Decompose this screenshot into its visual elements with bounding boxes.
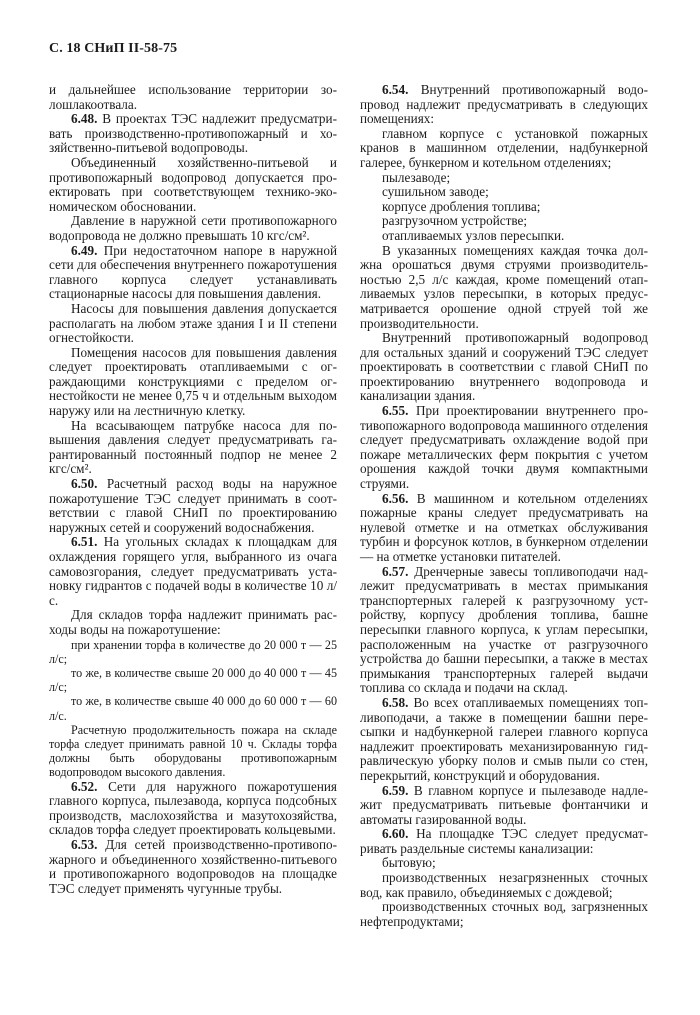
- paragraph-text: Для складов торфа надлежит принимать расходы воды на пожаротушение:: [49, 607, 337, 637]
- paragraph-text: Для сетей производственно-противопожарного и объединенного хозяйственно-питьевого и противопожарного водопроводов на площадке ТЭС следует применять чугунные трубы.: [49, 836, 338, 896]
- clause-number: 6.49.: [71, 242, 98, 258]
- text-paragraph: [49, 608, 337, 637]
- paragraph-text: Насосы для повышения давления допускается располагать на любом этаже здания I и II степени огнестойкости.: [49, 300, 337, 346]
- paragraph-text: разгрузочном устройстве;: [382, 213, 528, 229]
- clause-number: 6.58.: [382, 694, 409, 710]
- paragraph-text: и дальнейшее использование территории золошлакоотвала.: [49, 82, 337, 112]
- text-paragraph: [49, 214, 337, 243]
- clause-number: 6.57.: [382, 563, 409, 579]
- clause-paragraph: [49, 780, 337, 838]
- clause-number: 6.55.: [382, 403, 409, 419]
- paragraph-text: отапливаемых узлов пересыпки.: [382, 227, 565, 243]
- text-paragraph: [49, 346, 337, 419]
- text-paragraph: [49, 666, 337, 694]
- paragraph-text: При недостаточном напоре в наружной сети для обеспечения внутреннего пожаротушения главного корпуса следует устанавливать стационарные насосы для повышения давления.: [49, 242, 337, 302]
- paragraph-text: В машинном и котельном отделениях пожарные краны следует предусматривать на нулевой отметке и на отметках обслуживания турбин и форсунок котлов, в бункерном отделении — на отметке установки питателей.: [360, 490, 649, 564]
- paragraph-text: производственных сточных вод, загрязненных нефтепродуктами;: [360, 899, 648, 929]
- clause-number: 6.60.: [382, 826, 409, 842]
- text-paragraph: [360, 331, 648, 404]
- paragraph-text: Расчетную продолжительность пожара на складе торфа следует принимать равной 10 ч. Склады торфа должны быть оборудованы противопожарным водопроводом высокого давления.: [49, 722, 337, 780]
- clause-paragraph: [49, 477, 337, 535]
- text-paragraph: [360, 127, 648, 171]
- clause-number: 6.59.: [382, 782, 409, 798]
- clause-number: 6.53.: [71, 836, 98, 852]
- text-paragraph: [360, 185, 648, 200]
- paragraph-text: В проектах ТЭС надлежит предусматривать производственно-противопожарный и хозяйственно-питьевой водопроводы.: [49, 111, 337, 156]
- clause-number: 6.51.: [71, 534, 98, 550]
- paragraph-text: На площадке ТЭС следует предусматривать раздельные системы канализации:: [360, 826, 648, 856]
- text-paragraph: [49, 638, 337, 666]
- paragraph-text: Внутренний противопожарный водопровод для остальных зданий и сооружений ТЭС следует проектировать в соответствии с главой СНиП по проектированию внутреннего водопровода и канализации здания.: [360, 330, 648, 404]
- text-paragraph: [49, 723, 337, 780]
- paragraph-text: пылезаводе;: [382, 169, 451, 185]
- clause-number: 6.54.: [382, 82, 409, 97]
- text-paragraph: [360, 229, 648, 244]
- clause-paragraph: [360, 565, 648, 696]
- clause-paragraph: [49, 244, 337, 302]
- paragraph-text: Объединенный хозяйственно-питьевой и противопожарный водопровод допускается проектировать при соответствующем технико-экономическом обосновании.: [49, 154, 337, 214]
- page-header: С. 18 СНиП II-58-75: [49, 41, 178, 56]
- paragraph-text: бытовую;: [382, 855, 436, 871]
- clause-paragraph: [49, 838, 337, 896]
- paragraph-text: корпусе дробления топлива;: [382, 198, 541, 214]
- paragraph-text: Помещения насосов для повышения давления следует проектировать отапливаемыми с ограждающими конструкциями с пределом огнестойкости не менее 0,75 ч и отдельным выходом наружу или на лестничную клетку.: [49, 344, 337, 419]
- paragraph-text: Дренчерные завесы топливоподачи надлежит предусматривать в местах примыкания транспортерных галерей к разгрузочному устройству, корпусу дробления топлива, башне пересыпки главного корпуса, к углам пересыпки, расположенным на участке от разгрузочного устройства до башни пересыпки, а также в местах примыкания транспортерных галерей выдачи топлива со склада и подачи на склад.: [360, 563, 649, 696]
- clause-paragraph: [49, 535, 337, 608]
- paragraph-text: то же, в количестве свыше 20 000 до 40 000 т — 45 л/с;: [49, 665, 337, 695]
- paragraph-text: В указанных помещениях каждая точка должна орошаться двумя струями производительностью 2,5 л/с каждая, кроме помещений отапливаемых узлов пересыпки, в которых предусматривается орошение одной струей той же производительности.: [360, 242, 648, 331]
- paragraph-text: Сети для наружного пожаротушения главного корпуса, пылезавода, корпуса подсобных производств, маслохозяйства и мазутохозяйства, складов торфа следует проектировать кольцевыми.: [49, 778, 337, 838]
- text-paragraph: [360, 871, 648, 900]
- paragraph-text: Давление в наружной сети противопожарного водопровода не должно превышать 10 кгс/см².: [49, 213, 337, 243]
- paragraph-text: главном корпусе с установкой пожарных кранов в машинном отделении, надбункерной галерее, бункерном и котельном отделениях;: [360, 125, 648, 170]
- clause-number: 6.52.: [71, 778, 98, 794]
- paragraph-text: В главном корпусе и пылезаводе надлежит предусматривать питьевые фонтанчики и автоматы газированной воды.: [360, 782, 649, 827]
- left-column: [49, 83, 337, 896]
- paragraph-text: производственных незагрязненных сточных вод, как правило, объединяемых с дождевой;: [360, 870, 648, 900]
- clause-paragraph: [49, 112, 337, 156]
- paragraph-text: сушильном заводе;: [382, 184, 489, 200]
- text-paragraph: [49, 694, 337, 722]
- text-paragraph: [49, 83, 337, 112]
- paragraph-text: при хранении торфа в количестве до 20 000 т — 25 л/с;: [49, 637, 337, 666]
- clause-paragraph: [360, 784, 648, 828]
- paragraph-text: Внутренний противопожарный водопровод надлежит предусматривать в следующих помещениях:: [360, 82, 648, 127]
- paragraph-text: На всасывающем патрубке насоса для повышения давления следует предусматривать гарантированный постоянный подпор не менее 2 кгс/см².: [49, 417, 337, 477]
- paragraph-text: Расчетный расход воды на наружное пожаротушение ТЭС следует принимать в соответствии с главой СНиП по проектированию наружных сетей и сооружений водоснабжения.: [49, 476, 338, 535]
- paragraph-text: Во всех отапливаемых помещениях топливоподачи, а также в помещении башни пересыпки и надбункерной галереи главного корпуса надлежит проектировать механизированную гидравлическую уборку полов и смыв пыли со стен, перекрытий, конструкций и оборудования.: [360, 694, 649, 783]
- text-paragraph: [49, 302, 337, 346]
- text-paragraph: [360, 856, 648, 871]
- text-paragraph: [360, 244, 648, 332]
- text-paragraph: [360, 214, 648, 229]
- paragraph-text: На угольных складах к площадкам для охлаждения горящего угля, выбранного из очага самовозгорания, следует предусматривать установку гидрантов с подачей воды в количестве 10 л/с.: [49, 534, 338, 608]
- text-paragraph: [360, 900, 648, 929]
- text-paragraph: [360, 171, 648, 186]
- clause-number: 6.48.: [71, 111, 98, 127]
- text-paragraph: [360, 200, 648, 215]
- text-paragraph: [49, 419, 337, 477]
- clause-paragraph: [360, 83, 648, 127]
- paragraph-text: то же, в количестве свыше 40 000 до 60 000 т — 60 л/с.: [49, 694, 337, 723]
- paragraph-text: При проектировании внутреннего противопожарного водопровода машинного отделения следует предусматривать охлаждение водой при пожаре металлических ферм покрытия с учетом орошения каждой точки двумя компактными струями.: [360, 403, 649, 492]
- right-column: [360, 83, 648, 929]
- clause-paragraph: [360, 696, 648, 784]
- text-paragraph: [49, 156, 337, 214]
- clause-paragraph: [360, 827, 648, 856]
- clause-paragraph: [360, 404, 648, 492]
- clause-number: 6.56.: [382, 490, 409, 506]
- clause-number: 6.50.: [71, 476, 98, 492]
- clause-paragraph: [360, 492, 648, 565]
